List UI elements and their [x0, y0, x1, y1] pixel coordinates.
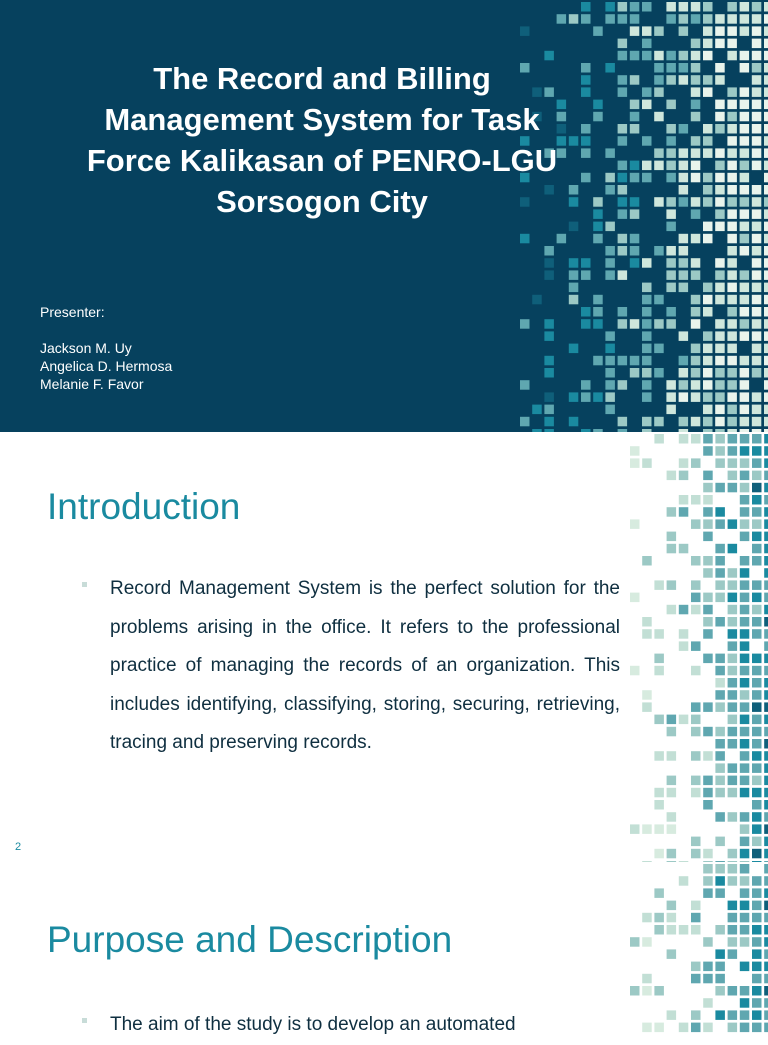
slide-heading: Introduction	[47, 486, 241, 527]
presenter-name: Angelica D. Hermosa	[40, 358, 173, 374]
bullet-text: Record Management System is the perfect solution for the problems arising in the office. It refers to the professional practice of managing the records of an organization. This includes identifying, classifying, storing, securing, retrieving, tracing and preserving records.	[110, 578, 620, 753]
title-slide	[0, 0, 768, 432]
presenter-label: Presenter:	[40, 304, 105, 320]
bullet-square-icon	[82, 582, 87, 587]
bullet-square-icon	[82, 1018, 87, 1023]
presenter-name: Melanie F. Favor	[40, 376, 144, 392]
presentation-title: The Record and Billing Management System for Task Force Kalikasan of PENRO-LGU Sorsogon City	[86, 61, 558, 219]
introduction-slide	[0, 432, 768, 862]
presenter-name: Jackson M. Uy	[40, 340, 132, 356]
bullet-item	[80, 1006, 620, 1045]
presenter-block	[40, 303, 172, 393]
bullet-item	[80, 570, 620, 763]
bullet-text: The aim of the study is to develop an automated	[110, 1014, 516, 1035]
purpose-slide	[0, 862, 768, 1035]
slide-heading: Purpose and Description	[47, 919, 453, 960]
page-number: 2	[15, 841, 22, 853]
